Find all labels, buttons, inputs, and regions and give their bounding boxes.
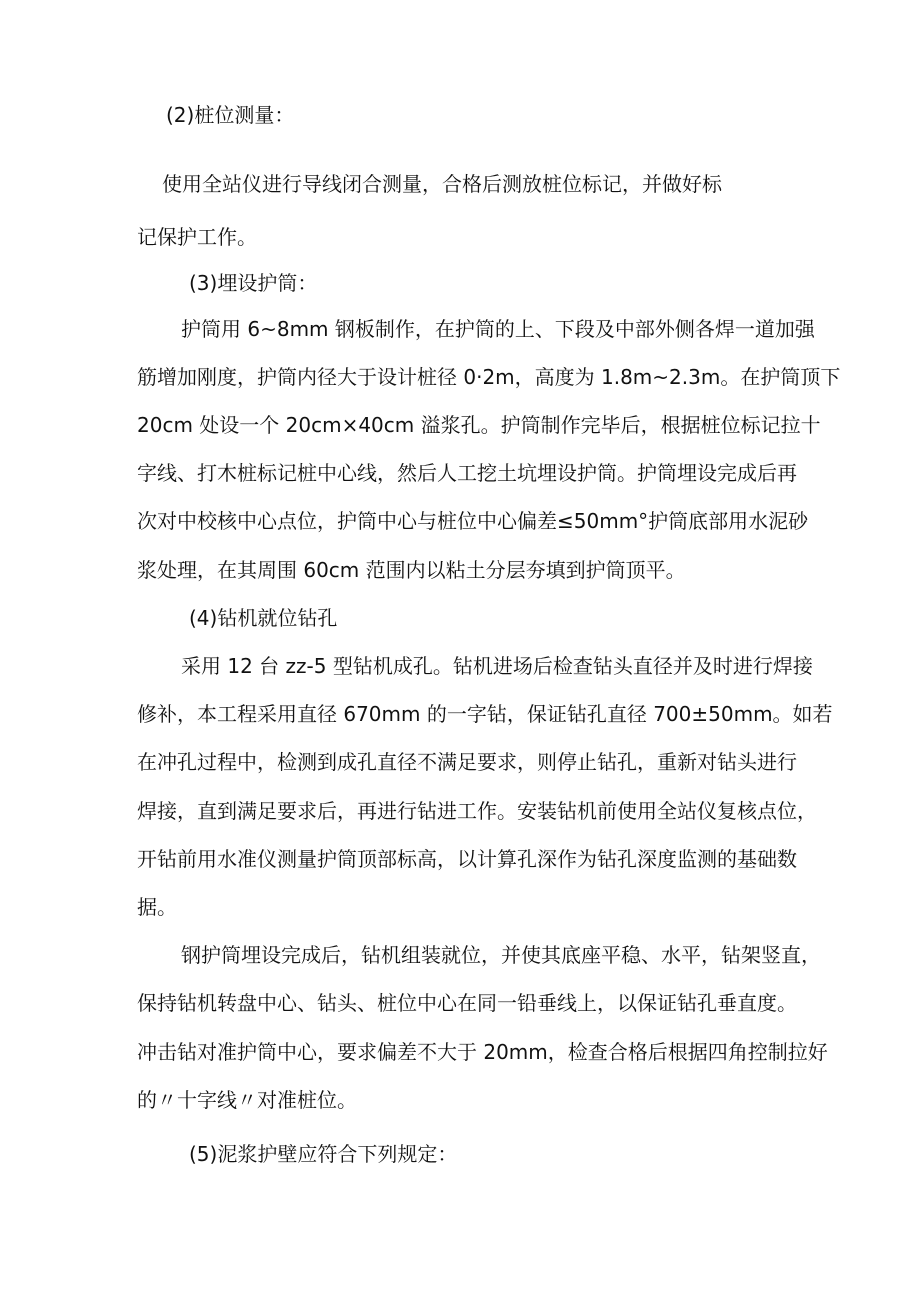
paragraph-line: 保持钻机转盘中心、钻头、桩位中心在同一铅垂线上，以保证钻孔垂直度。: [137, 991, 797, 1015]
paragraph-line: 在冲孔过程中，检测到成孔直径不满足要求，则停止钻孔，重新对钻头进行: [137, 750, 797, 774]
paragraph-line: 的〃十字线〃对准桩位。: [137, 1088, 357, 1112]
paragraph-line: 采用 12 台 zz-5 型钻机成孔。钻机进场后检查钻头直径并及时进行焊接: [181, 654, 813, 678]
paragraph-line: 开钻前用水准仪测量护筒顶部标高，以计算孔深作为钻孔深度监测的基础数: [137, 847, 797, 871]
paragraph-line: 筋增加刚度，护筒内径大于设计桩径 0·2m，高度为 1.8m~2.3m。在护筒顶下: [137, 365, 841, 389]
paragraph-line: 使用全站仪进行导线闭合测量，合格后测放桩位标记，并做好标: [162, 172, 722, 196]
paragraph-line: 次对中校核中心点位，护筒中心与桩位中心偏差≤50mm°护筒底部用水泥砂: [137, 509, 809, 533]
paragraph-line: 字线、打木桩标记桩中心线，然后人工挖土坑埋设护筒。护筒埋设完成后再: [137, 461, 797, 485]
paragraph-line: 护筒用 6~8mm 钢板制作，在护筒的上、下段及中部外侧各焊一道加强: [181, 317, 815, 341]
paragraph-line: 修补，本工程采用直径 670mm 的一字钻，保证钻孔直径 700±50mm。如若: [137, 702, 833, 726]
heading-embed-casing: (3)埋设护筒：: [189, 271, 318, 295]
paragraph-line: 据。: [137, 895, 177, 919]
heading-drill-positioning: (4)钻机就位钻孔: [189, 606, 338, 630]
heading-pile-position-survey: (2)桩位测量：: [166, 103, 295, 127]
paragraph-line: 浆处理，在其周围 60cm 范围内以粘土分层夯填到护筒顶平。: [137, 558, 686, 582]
paragraph-line: 记保护工作。: [137, 225, 257, 249]
paragraph-line: 钢护筒埋设完成后，钻机组装就位，并使其底座平稳、水平，钻架竖直，: [181, 943, 821, 967]
paragraph-line: 20cm 处设一个 20cm×40cm 溢浆孔。护筒制作完毕后，根据桩位标记拉十: [137, 413, 821, 437]
paragraph-line: 焊接，直到满足要求后，再进行钻进工作。安装钻机前使用全站仪复核点位，: [137, 799, 817, 823]
heading-mud-wall-protection: (5)泥浆护壁应符合下列规定：: [189, 1142, 458, 1166]
paragraph-line: 冲击钻对准护筒中心，要求偏差不大于 20mm，检查合格后根据四角控制拉好: [137, 1040, 828, 1064]
